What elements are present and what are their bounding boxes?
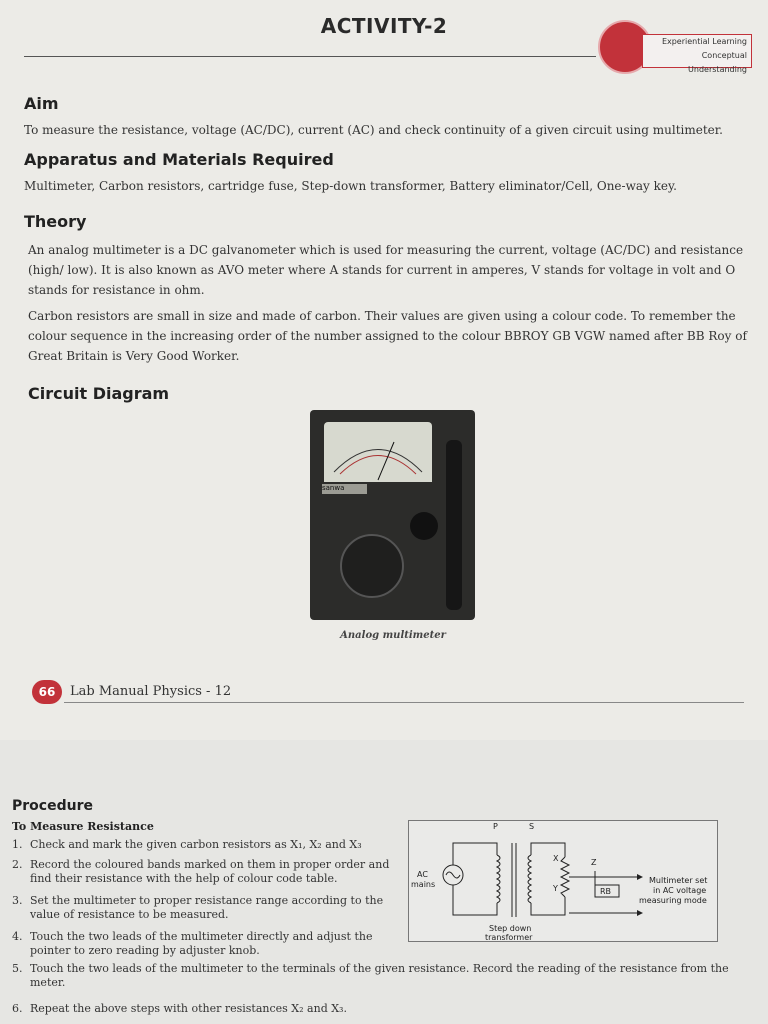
footer-rule: [64, 702, 744, 703]
procedure-step: [12, 1002, 740, 1016]
brand-label: sanwa: [322, 484, 367, 494]
theory-heading: Theory: [24, 212, 87, 231]
procedure-step: [12, 930, 396, 958]
apparatus-text: Multimeter, Carbon resistors, cartridge fuse, Step-down transformer, Battery eliminator/Cell, One-way key.: [24, 179, 677, 193]
header-rule: [24, 56, 596, 57]
circuit-diagram-heading: Circuit Diagram: [28, 384, 170, 403]
meter-dial: [324, 422, 432, 482]
activity-title: ACTIVITY-2: [320, 14, 448, 38]
procedure-step: [12, 894, 396, 922]
primary-coil: [497, 855, 500, 903]
stepdown-label-2: transformer: [485, 933, 533, 941]
step-text: Record the coloured bands marked on them in proper order and find their resistance with the help of colour code table.: [30, 858, 390, 885]
secondary-label: S: [529, 822, 535, 831]
procedure-step: [12, 962, 740, 990]
step-text: Touch the two leads of the multimeter to the terminals of the given resistance. Record the reading of the resistance from the meter.: [30, 962, 729, 989]
terminal-x-label: X: [553, 854, 559, 863]
adjuster-knob: [410, 512, 438, 540]
step-text: Repeat the above steps with other resistances X₂ and X₃.: [30, 1002, 347, 1015]
step-text: Touch the two leads of the multimeter directly and adjust the pointer to zero reading by adjuster knob.: [30, 930, 373, 957]
multimeter-label-1: Multimeter set: [649, 876, 708, 885]
badge-label-box: [642, 34, 752, 74]
book-title: Lab Manual Physics - 12: [70, 684, 232, 699]
step-text: Check and mark the given carbon resistors as X₁, X₂ and X₃: [30, 838, 362, 851]
page-number: 66: [32, 680, 62, 704]
photo-caption: Analog multimeter: [340, 630, 446, 641]
range-selector-knob: [340, 534, 404, 598]
step-number: 5.: [12, 962, 23, 975]
procedure-heading: Procedure: [12, 798, 93, 814]
step-number: 3.: [12, 894, 23, 907]
circuit-diagram: [408, 820, 718, 942]
step-number: 6.: [12, 1002, 23, 1015]
multimeter-label-3: measuring mode: [639, 896, 707, 905]
terminal-y-label: Y: [553, 884, 558, 893]
ac-mains-label-1: AC: [417, 870, 428, 879]
badge-line-2: Conceptual Understanding: [688, 51, 747, 74]
resistor-xy: [561, 857, 569, 897]
procedure-subheading: To Measure Resistance: [12, 820, 154, 833]
procedure-step: [12, 838, 396, 852]
secondary-coil: [528, 855, 531, 903]
learning-badge: [598, 20, 756, 76]
stepdown-label-1: Step down: [489, 924, 532, 933]
step-text: Set the multimeter to proper resistance range according to the value of resistance to be measured.: [30, 894, 384, 921]
primary-label: P: [493, 822, 498, 831]
step-number: 1.: [12, 838, 23, 851]
step-number: 2.: [12, 858, 23, 871]
aim-text: To measure the resistance, voltage (AC/DC), current (AC) and check continuity of a given circuit using multimeter.: [24, 123, 723, 137]
apparatus-heading: Apparatus and Materials Required: [24, 150, 334, 169]
theory-paragraph-1: An analog multimeter is a DC galvanometer which is used for measuring the current, voltage (AC/DC) and resistance (high/ low). It is also known as AVO meter where A stands for current in amperes, V stands for voltage in volt and O stands for resistance in ohm.: [28, 243, 744, 297]
circuit-schematic: [409, 821, 717, 941]
test-probe: [446, 440, 462, 610]
multimeter-label-2: in AC voltage: [653, 886, 707, 895]
terminal-z-label: Z: [591, 858, 597, 867]
ac-mains-label-2: mains: [411, 880, 436, 889]
badge-line-1: Experiential Learning: [661, 37, 747, 46]
aim-heading: Aim: [24, 94, 59, 113]
procedure-step: [12, 858, 396, 886]
multimeter-photo: [310, 410, 475, 620]
step-number: 4.: [12, 930, 23, 943]
dial-scale: [324, 422, 432, 482]
theory-paragraph-2: Carbon resistors are small in size and made of carbon. Their values are given using a colour code. To remember the colour sequence in the increasing order of the number assigned to the colour BBROY GB VGW named after BB Roy of Great Britain is Very Good Worker.: [28, 309, 747, 363]
rheostat-label: RB: [600, 887, 612, 896]
